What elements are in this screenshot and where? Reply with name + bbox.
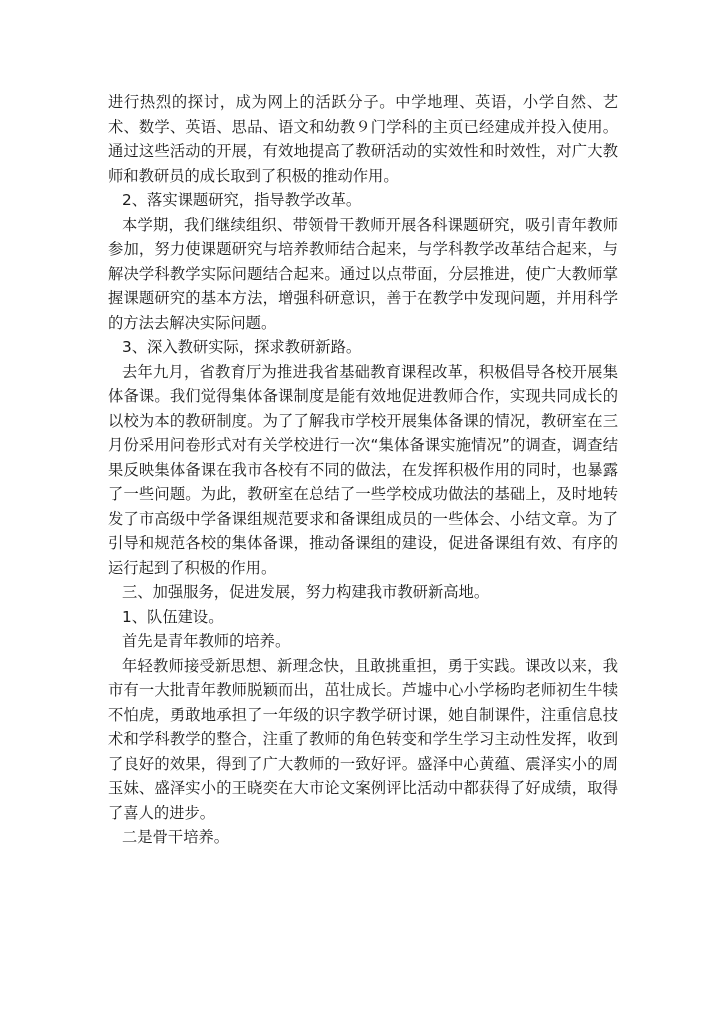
heading-team-building: 1、队伍建设。 [122, 607, 224, 626]
heading-research-projects: 2、落实课题研究，指导教学改革。 [122, 191, 362, 209]
paragraph-collective-lesson-prep: 去年九月，省教育厅为推进我省基础教育课程改革，积极倡导各校开展集体备课。我们觉得集体备课制度是能有效地促进教师合作，实现共同成长的以校为本的教研制度。为了了解我市学校开展集体备课的情况，教研室在三月份采用问卷形式对有关学校进行一次“集体备课实施情况”的调查，调查结果反映集体备课在我市各校有不同的做法，在发挥积极作用的同时，也暴露了一些问题。为此，教研室在总结了一些学校成功做法的基础上，及时地转发了市高级中学备课组规范要求和备课组成员的一些体会、小结文章。为了引导和规范各校的集体备课，推动备课组的建设，促进备课组有效、有序的运行起到了积极的作用。 [108, 362, 618, 577]
subheading-young-teachers: 首先是青年教师的培养。 [122, 632, 291, 650]
paragraph-young-teachers: 年轻教师接受新思想、新理念快，且敢挑重担，勇于实践。课改以来，我市有一大批青年教师脱颖而出，茁壮成长。芦墟中心小学杨昀老师初生牛犊不怕虎，勇敢地承担了一年级的识字教学研讨课，她自制课件，注重信息技术和学科教学的整合，注重了教师的角色转变和学生学习主动性发挥，收到了良好的效果，得到了广大教师的一致好评。盛泽中心黄蕴、震泽实小的周玉妹、盛泽实小的王晓奕在大市论文案例评比活动中都获得了好成绩，取得了喜人的进步。 [108, 656, 618, 822]
document-body [108, 90, 618, 850]
heading-teaching-research: 3、深入教研实际，探求教研新路。 [122, 338, 362, 356]
paragraph-activity-results: 进行热烈的探讨，成为网上的活跃分子。中学地理、英语，小学自然、艺术、数学、英语、思品、语文和幼教９门学科的主页已经建成并投入使用。通过这些活动的开展，有效地提高了教研活动的实效性和时效性，对广大教师和教研员的成长取到了积极的推动作用。 [108, 93, 618, 185]
paragraph-research-projects: 本学期，我们继续组织、带领骨干教师开展各科课题研究，吸引青年教师参加，努力使课题研究与培养教师结合起来，与学科教学改革结合起来，与解决学科教学实际问题结合起来。通过以点带面，分层推进，使广大教师掌握课题研究的基本方法，增强科研意识，善于在教学中发现问题，并用科学的方法去解决实际问题。 [108, 215, 618, 332]
heading-service-development: 三、加强服务，促进发展，努力构建我市教研新高地。 [122, 583, 490, 601]
subheading-backbone-training: 二是骨干培养。 [122, 828, 230, 846]
